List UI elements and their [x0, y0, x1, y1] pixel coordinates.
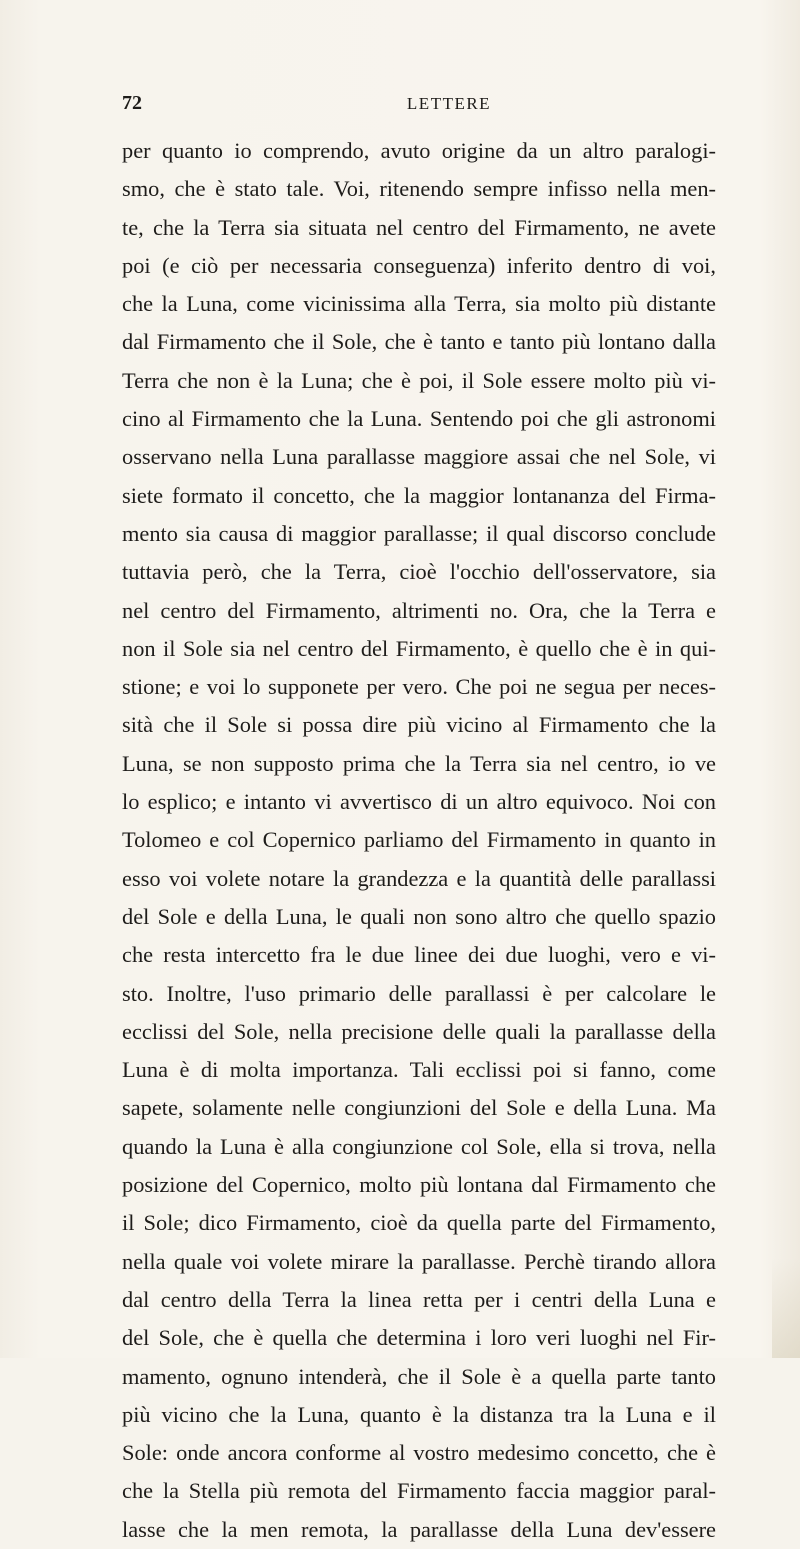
text-line: nel centro del Firmamento, altrimenti no. Ora, che la Terra e [122, 597, 716, 623]
text-line: che la Stella più remota del Firmamento faccia maggior paral- [122, 1478, 716, 1504]
text-line: nella quale voi volete mirare la parallasse. Perchè tirando allora [122, 1248, 716, 1274]
text-line: stione; e voi lo supponete per vero. Che poi ne segua per neces- [122, 674, 716, 700]
text-line: osservano nella Luna parallasse maggiore assai che nel Sole, vi [122, 444, 716, 470]
text-line: te, che la Terra sia situata nel centro del Firmamento, ne avete [122, 214, 716, 240]
page-edge-shadow [772, 1258, 800, 1358]
text-line: cino al Firmamento che la Luna. Sentendo poi che gli astronomi [122, 406, 716, 432]
text-line: mento sia causa di maggior parallasse; il qual discorso conclude [122, 520, 716, 546]
text-line: che la Luna, come vicinissima alla Terra, sia molto più distante [122, 291, 716, 317]
text-line: del Sole, che è quella che determina i loro veri luoghi nel Fir- [122, 1325, 716, 1351]
text-line: mamento, ognuno intenderà, che il Sole è a quella parte tanto [122, 1363, 716, 1389]
running-head [122, 92, 716, 120]
body-text [122, 132, 716, 1549]
text-line: più vicino che la Luna, quanto è la distanza tra la Luna e il [122, 1401, 716, 1427]
text-line: esso voi volete notare la grandezza e la quantità delle parallassi [122, 865, 716, 891]
text-line: lo esplico; e intanto vi avvertisco di un altro equivoco. Noi con [122, 789, 716, 815]
text-line: sto. Inoltre, l'uso primario delle parallassi è per calcolare le [122, 980, 716, 1006]
text-line: del Sole e della Luna, le quali non sono altro che quello spazio [122, 903, 716, 929]
text-line: smo, che è stato tale. Voi, ritenendo sempre infisso nella men- [122, 176, 716, 202]
text-line: sità che il Sole si possa dire più vicino al Firmamento che la [122, 712, 716, 738]
text-line: non il Sole sia nel centro del Firmamento, è quello che è in qui- [122, 635, 716, 661]
text-line: poi (e ciò per necessaria conseguenza) inferito dentro di voi, [122, 252, 716, 278]
text-line: Luna è di molta importanza. Tali ecclissi poi si fanno, come [122, 1057, 716, 1083]
text-line: tuttavia però, che la Terra, cioè l'occhio dell'osservatore, sia [122, 559, 716, 585]
running-title: LETTERE [406, 94, 492, 113]
text-line: posizione del Copernico, molto più lontana dal Firmamento che [122, 1172, 716, 1198]
text-line: sapete, solamente nelle congiunzioni del Sole e della Luna. Ma [122, 1095, 716, 1121]
text-line: ecclissi del Sole, nella precisione delle quali la parallasse della [122, 1018, 716, 1044]
text-line: il Sole; dico Firmamento, cioè da quella parte del Firmamento, [122, 1210, 716, 1236]
text-line: lasse che la men remota, la parallasse della Luna dev'essere [122, 1516, 716, 1542]
text-line: Sole: onde ancora conforme al vostro medesimo concetto, che è [122, 1440, 716, 1466]
text-line: Tolomeo e col Copernico parliamo del Firmamento in quanto in [122, 827, 716, 853]
text-line: Terra che non è la Luna; che è poi, il Sole essere molto più vi- [122, 367, 716, 393]
text-line: siete formato il concetto, che la maggior lontananza del Firma- [122, 482, 716, 508]
text-line: Luna, se non supposto prima che la Terra sia nel centro, io ve [122, 750, 716, 776]
text-line: che resta intercetto fra le due linee dei due luoghi, vero e vi- [122, 942, 716, 968]
text-line: dal centro della Terra la linea retta per i centri della Luna e [122, 1286, 716, 1312]
text-line: quando la Luna è alla congiunzione col Sole, ella si trova, nella [122, 1133, 716, 1159]
page-number: 72 [122, 92, 142, 114]
text-line: per quanto io comprendo, avuto origine da un altro paralogi- [122, 138, 716, 163]
text-line: dal Firmamento che il Sole, che è tanto e tanto più lontano dalla [122, 329, 716, 355]
